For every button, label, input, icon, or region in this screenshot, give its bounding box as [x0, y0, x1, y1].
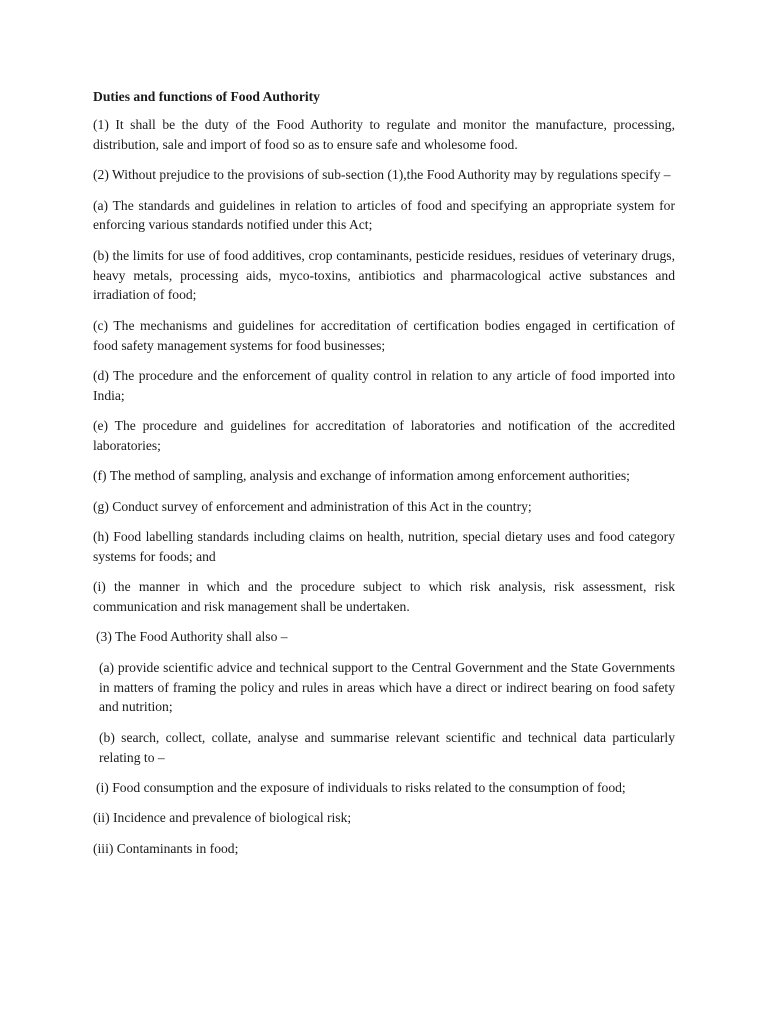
- paragraph-2: (2) Without prejudice to the provisions of sub-section (1),the Food Authority may by regulations specify –: [93, 167, 671, 183]
- clause-i: (i) the manner in which and the procedure subject to which risk analysis, risk assessment, risk communication and risk management shall be undertaken.: [93, 579, 675, 615]
- subclause-i: (i) Food consumption and the exposure of individuals to risks related to the consumption of food;: [96, 780, 626, 796]
- subclause-ii: (ii) Incidence and prevalence of biological risk;: [93, 810, 352, 826]
- clause-a: (a) The standards and guidelines in relation to articles of food and specifying an appropriate system for enforcing various standards notified under this Act;: [93, 197, 675, 233]
- clause-g: (g) Conduct survey of enforcement and administration of this Act in the country;: [93, 498, 532, 514]
- paragraph-1: (1) It shall be the duty of the Food Authority to regulate and monitor the manufacture, processing, distribution, sale and import of food so as to ensure safe and wholesome food.: [93, 117, 675, 152]
- paragraph-3: (3) The Food Authority shall also –: [96, 629, 288, 645]
- clause-e: (e) The procedure and guidelines for accreditation of laboratories and notification of the accredited laboratories;: [93, 418, 675, 453]
- subclause-iii: (iii) Contaminants in food;: [93, 840, 239, 856]
- clause-f: (f) The method of sampling, analysis and exchange of information among enforcement authorities;: [93, 468, 630, 484]
- clause-h: (h) Food labelling standards including claims on health, nutrition, special dietary uses and food category systems for foods; and: [93, 529, 675, 564]
- clause-d: (d) The procedure and the enforcement of quality control in relation to any article of food imported into India;: [93, 367, 675, 403]
- clause-b: (b) the limits for use of food additives, crop contaminants, pesticide residues, residues of veterinary drugs, heavy metals, processing aids, myco-toxins, antibiotics and pharmacological active substances and irradiation of food;: [93, 247, 675, 303]
- clause-c: (c) The mechanisms and guidelines for accreditation of certification bodies engaged in certification of food safety management systems for food businesses;: [93, 317, 675, 353]
- paragraph-3-clause-a: (a) provide scientific advice and technical support to the Central Government and the State Governments in matters of framing the policy and rules in areas which have a direct or indirect bearing on food safety and nutrition;: [99, 659, 675, 715]
- document-heading: Duties and functions of Food Authority: [93, 89, 320, 104]
- paragraph-3-clause-b: (b) search, collect, collate, analyse and summarise relevant scientific and technical data particularly relating to –: [99, 729, 675, 765]
